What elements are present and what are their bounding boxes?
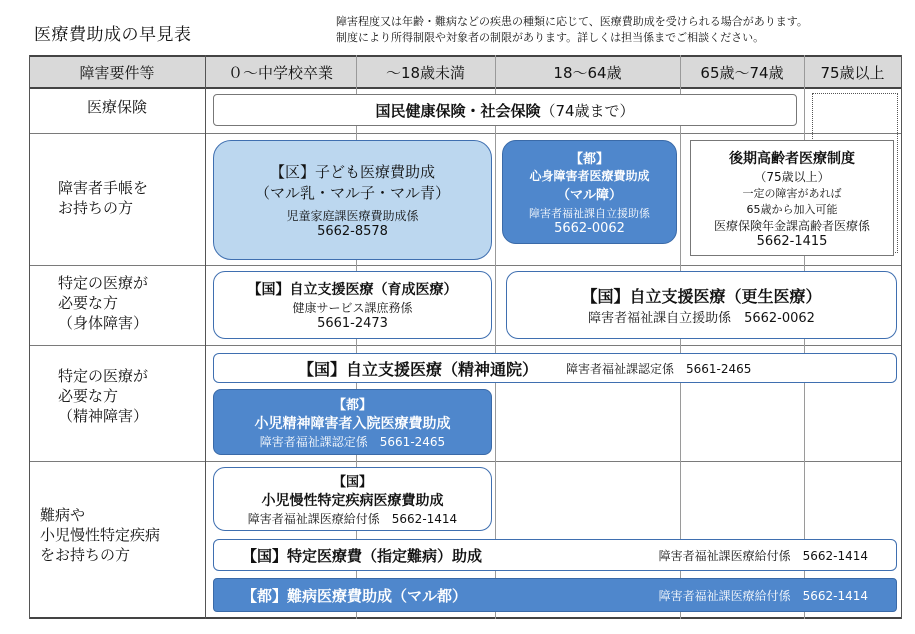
shoni-mansei-box	[213, 467, 492, 531]
header-age-65-74: 65歳～74歳	[700, 63, 784, 82]
insurance-title: 国民健康保険・社会保険	[375, 101, 541, 120]
note-line-2: 制度により所得制限や対象者の制限があります。詳しくは担当係までご相談ください。	[336, 31, 765, 44]
grid-line	[29, 345, 902, 346]
seishin-box	[213, 353, 897, 383]
insurance-box	[213, 94, 797, 126]
row-label-line: をお持ちの方	[40, 546, 131, 564]
shoni-seishin-title: 小児精神障害者入院医療費助成	[254, 416, 451, 432]
kousei-title: 【国】自立支援医療（更生医療）	[581, 287, 822, 306]
header-age-18-64: 18～64歳	[553, 63, 622, 82]
maru-sho-box	[502, 140, 677, 244]
tokutei-title: 【国】特定医療費（指定難病）助成	[242, 546, 483, 565]
kouki-title: 後期高齢者医療制度	[729, 150, 855, 167]
grid-line	[205, 55, 206, 619]
row-label-line: 必要な方	[58, 387, 119, 405]
header-requirement: 障害要件等	[79, 63, 155, 82]
kodomo-title: 【区】子ども医療費助成	[269, 163, 435, 181]
maru-sho-phone: 5662-0062	[554, 221, 625, 236]
tokutei-contact: 障害者福祉課医療給付係 5662-1414	[658, 548, 868, 563]
page-title: 医療費助成の早見表	[34, 25, 192, 45]
tokutei-box	[213, 539, 897, 571]
note-line-1: 障害程度又は年齢・難病などの疾患の種類に応じて、医療費助成を受けられる場合があります。	[336, 15, 808, 28]
shoni-seishin-contact: 障害者福祉課認定係 5661-2465	[259, 435, 446, 449]
row-label-physical	[58, 273, 148, 333]
row-label-line: 特定の医療が	[58, 274, 149, 292]
kousei-box	[506, 271, 897, 339]
nanbyo-contact: 障害者福祉課医療給付係 5662-1414	[658, 588, 868, 603]
row-label-line: （精神障害）	[58, 407, 149, 425]
row-label-line: 特定の医療が	[58, 367, 149, 385]
ikusei-title: 【国】自立支援医療（育成医療）	[247, 282, 458, 298]
kouki-condition-1: 一定の障害があれば	[742, 186, 842, 200]
kousei-contact: 障害者福祉課自立援助係 5662-0062	[588, 311, 815, 326]
shoni-mansei-contact: 障害者福祉課医療給付係 5662-1414	[247, 512, 458, 526]
row-label-line: 小児慢性特定疾病	[40, 526, 161, 544]
grid-line	[29, 461, 902, 462]
row-label-mental	[58, 366, 148, 426]
row-label-line: お持ちの方	[58, 199, 134, 217]
shoni-seishin-tag: 【都】	[332, 398, 372, 413]
nanbyo-box	[213, 578, 897, 612]
grid-line	[29, 617, 902, 619]
kouki-phone: 5662-1415	[756, 233, 828, 249]
seishin-title: 【国】自立支援医療（精神通院）	[298, 359, 539, 379]
seishin-contact: 障害者福祉課認定係 5661-2465	[566, 361, 752, 376]
kodomo-phone: 5662-8578	[317, 224, 388, 239]
kouki-condition-2: 65歳から加入可能	[746, 202, 838, 216]
shoni-mansei-tag: 【国】	[332, 475, 372, 490]
kodomo-box	[213, 140, 492, 260]
shoni-mansei-title: 小児慢性特定疾病医療費助成	[261, 493, 444, 509]
kouki-box	[690, 140, 894, 256]
maru-sho-tag: 【都】	[569, 152, 609, 167]
header-age-under-18: ～18歳未満	[385, 63, 466, 82]
row-label-insurance: 医療保険	[86, 98, 147, 116]
grid-line	[29, 265, 902, 266]
row-label-line: 必要な方	[58, 294, 119, 312]
shoni-seishin-box	[213, 389, 492, 455]
kouki-age: （75歳以上）	[754, 169, 830, 184]
maru-sho-contact: 障害者福祉課自立援助係	[529, 207, 650, 220]
maru-sho-title: 心身障害者医療費助成	[529, 169, 650, 183]
ikusei-box	[213, 271, 492, 339]
row-label-line: 障害者手帳を	[58, 179, 149, 197]
grid-line	[29, 55, 30, 619]
maru-sho-subtitle: （マル障）	[556, 188, 622, 203]
insurance-suffix: （74歳まで）	[540, 101, 635, 120]
kodomo-subtitle: （マル乳・マル子・マル青）	[254, 184, 450, 202]
row-label-intractable	[40, 505, 160, 565]
grid-line	[495, 55, 496, 619]
ikusei-phone: 5661-2473	[317, 316, 388, 331]
row-label-line: （身体障害）	[58, 314, 149, 332]
nanbyo-title: 【都】難病医療費助成（マル都）	[242, 586, 468, 605]
ikusei-contact: 健康サービス課庶務係	[292, 301, 413, 315]
header-age-75-plus: 75歳以上	[820, 63, 885, 82]
row-label-line: 難病や	[40, 506, 86, 524]
kodomo-contact: 児童家庭課医療費助成係	[286, 209, 419, 223]
row-label-disability-card	[58, 178, 148, 218]
page-note	[336, 14, 808, 46]
header-age-junior-high: ０～中学校卒業	[227, 63, 333, 82]
kouki-contact: 医療保険年金課高齢者医療係	[713, 218, 870, 233]
grid-line	[901, 55, 902, 619]
grid-line	[29, 133, 902, 134]
